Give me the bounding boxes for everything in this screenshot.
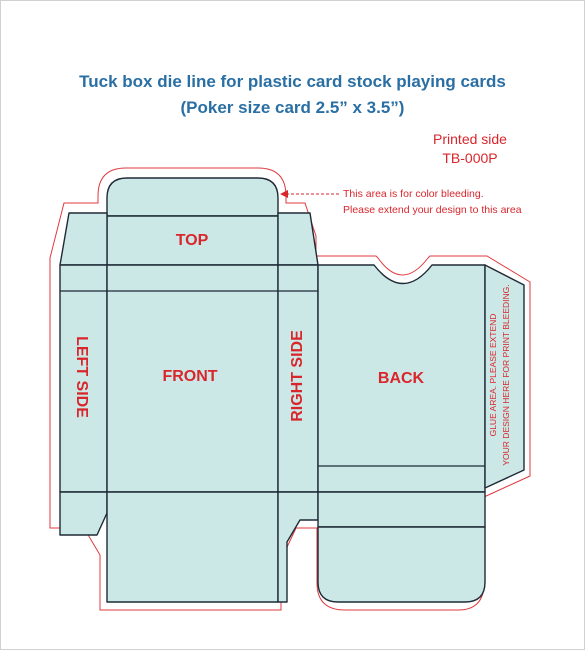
diagram-title: Tuck box die line for plastic card stock playing cards [79, 72, 506, 91]
left-side-label: LEFT SIDE [73, 336, 90, 418]
bottom-tuck-flap [318, 527, 485, 602]
left-top-dust-flap [60, 213, 107, 265]
printed-side-text: Printed side [433, 131, 507, 147]
glue-text-line2: YOUR DESIGN HERE FOR PRINT BLEEDING. [501, 284, 511, 466]
back-label: BACK [377, 370, 425, 387]
template-code: TB-000P [442, 150, 498, 166]
left-bottom-dust-flap [60, 492, 107, 535]
top-label: TOP [175, 232, 209, 249]
bleed-pointer [280, 190, 340, 198]
bleed-note-line2: Please extend your design to this area [343, 204, 522, 216]
bottom-panel [107, 492, 278, 602]
top-tuck-flap [107, 178, 278, 216]
front-label: FRONT [162, 368, 218, 385]
bottom-back-panel [318, 492, 485, 527]
glue-text-line1: GLUE AREA. PLEASE EXTEND [488, 313, 498, 437]
right-top-dust-flap [278, 213, 318, 265]
right-bottom-dust-flap [278, 492, 318, 602]
diagram-subtitle: (Poker size card 2.5” x 3.5”) [180, 98, 405, 117]
right-side-label: RIGHT SIDE [289, 330, 306, 422]
bleed-note-line1: This area is for color bleeding. [343, 188, 484, 200]
